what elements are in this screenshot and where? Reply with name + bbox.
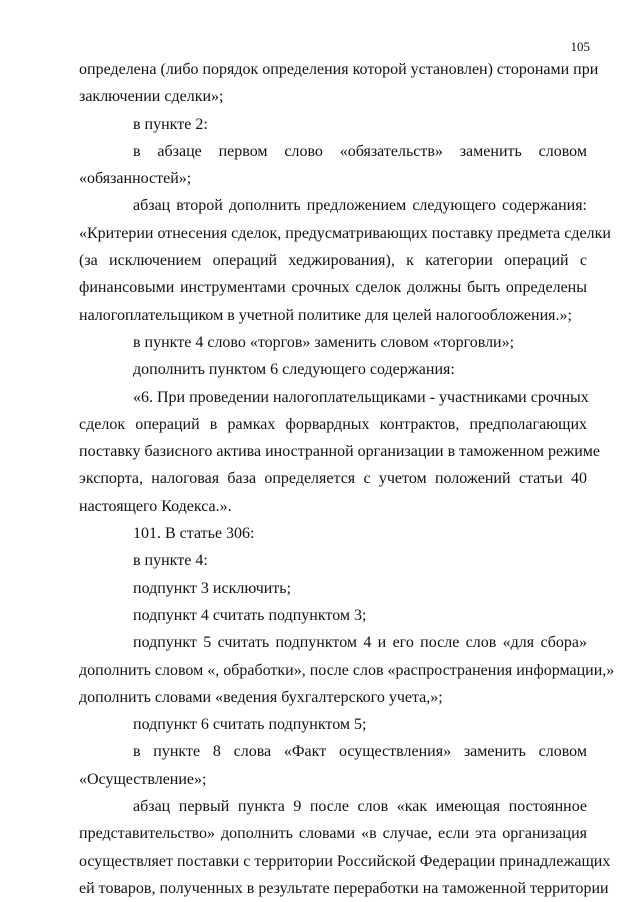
text-line: абзац второй дополнить предложением следующего содержания: xyxy=(133,197,587,215)
text-line: в пункте 4 слово «торгов» заменить словом «торговли»; xyxy=(133,333,515,351)
page-number: 105 xyxy=(570,39,590,54)
text-line: 101. В статье 306: xyxy=(133,525,255,543)
text-line: сделок операций в рамках форвардных контрактов, предполагающих xyxy=(79,415,587,433)
text-line: «6. При проведении налогоплательщиками - участниками срочных xyxy=(133,388,589,406)
text-line: ей товаров, полученных в результате переработки на таможенной территории xyxy=(79,879,609,897)
text-line: определена (либо порядок определения которой установлен) сторонами при xyxy=(79,61,599,78)
text-line: дополнить пунктом 6 следующего содержания: xyxy=(133,361,455,379)
text-line: осуществляет поставки с территории Российской Федерации принадлежащих xyxy=(79,852,611,870)
text-line: экспорта, налоговая база определяется с учетом положений статьи 40 xyxy=(79,470,587,488)
text-line: подпункт 4 считать подпунктом 3; xyxy=(133,606,367,624)
text-line: представительство» дополнить словами «в случае, если эта организация xyxy=(79,825,587,843)
text-line: дополнить словами «ведения бухгалтерского учета,»; xyxy=(79,688,443,706)
text-line: подпункт 3 исключить; xyxy=(133,579,292,597)
text-line: подпункт 6 считать подпунктом 5; xyxy=(133,716,367,734)
text-line: заключении сделки»; xyxy=(79,88,224,106)
text-line: в абзаце первом слово «обязательств» заменить словом xyxy=(133,142,587,160)
text-line: (за исключением операций хеджирования), к категории операций с xyxy=(79,252,587,270)
document-body xyxy=(79,56,615,902)
text-line: в пункте 2: xyxy=(133,115,208,133)
text-line: в пункте 8 слова «Факт осуществления» заменить словом xyxy=(133,743,587,761)
text-line: «обязанностей»; xyxy=(79,170,192,188)
text-line: абзац первый пункта 9 после слов «как имеющая постоянное xyxy=(133,798,587,816)
text-line: настоящего Кодекса.». xyxy=(79,497,232,515)
text-line: «Критерии отнесения сделок, предусматривающих поставку предмета сделки xyxy=(79,224,611,242)
text-line: «Осуществление»; xyxy=(79,770,207,788)
text-line: дополнить словом «, обработки», после слов «распространения информации,» xyxy=(79,661,615,679)
text-line: налогоплательщиком в учетной политике для целей налогообложения.»; xyxy=(79,306,572,324)
text-line: в пункте 4: xyxy=(133,552,208,570)
text-line: финансовыми инструментами срочных сделок должны быть определены xyxy=(79,279,587,297)
text-line: поставку базисного актива иностранной организации в таможенном режиме xyxy=(79,443,600,461)
text-line: подпункт 5 считать подпунктом 4 и его после слов «для сбора» xyxy=(133,634,587,652)
